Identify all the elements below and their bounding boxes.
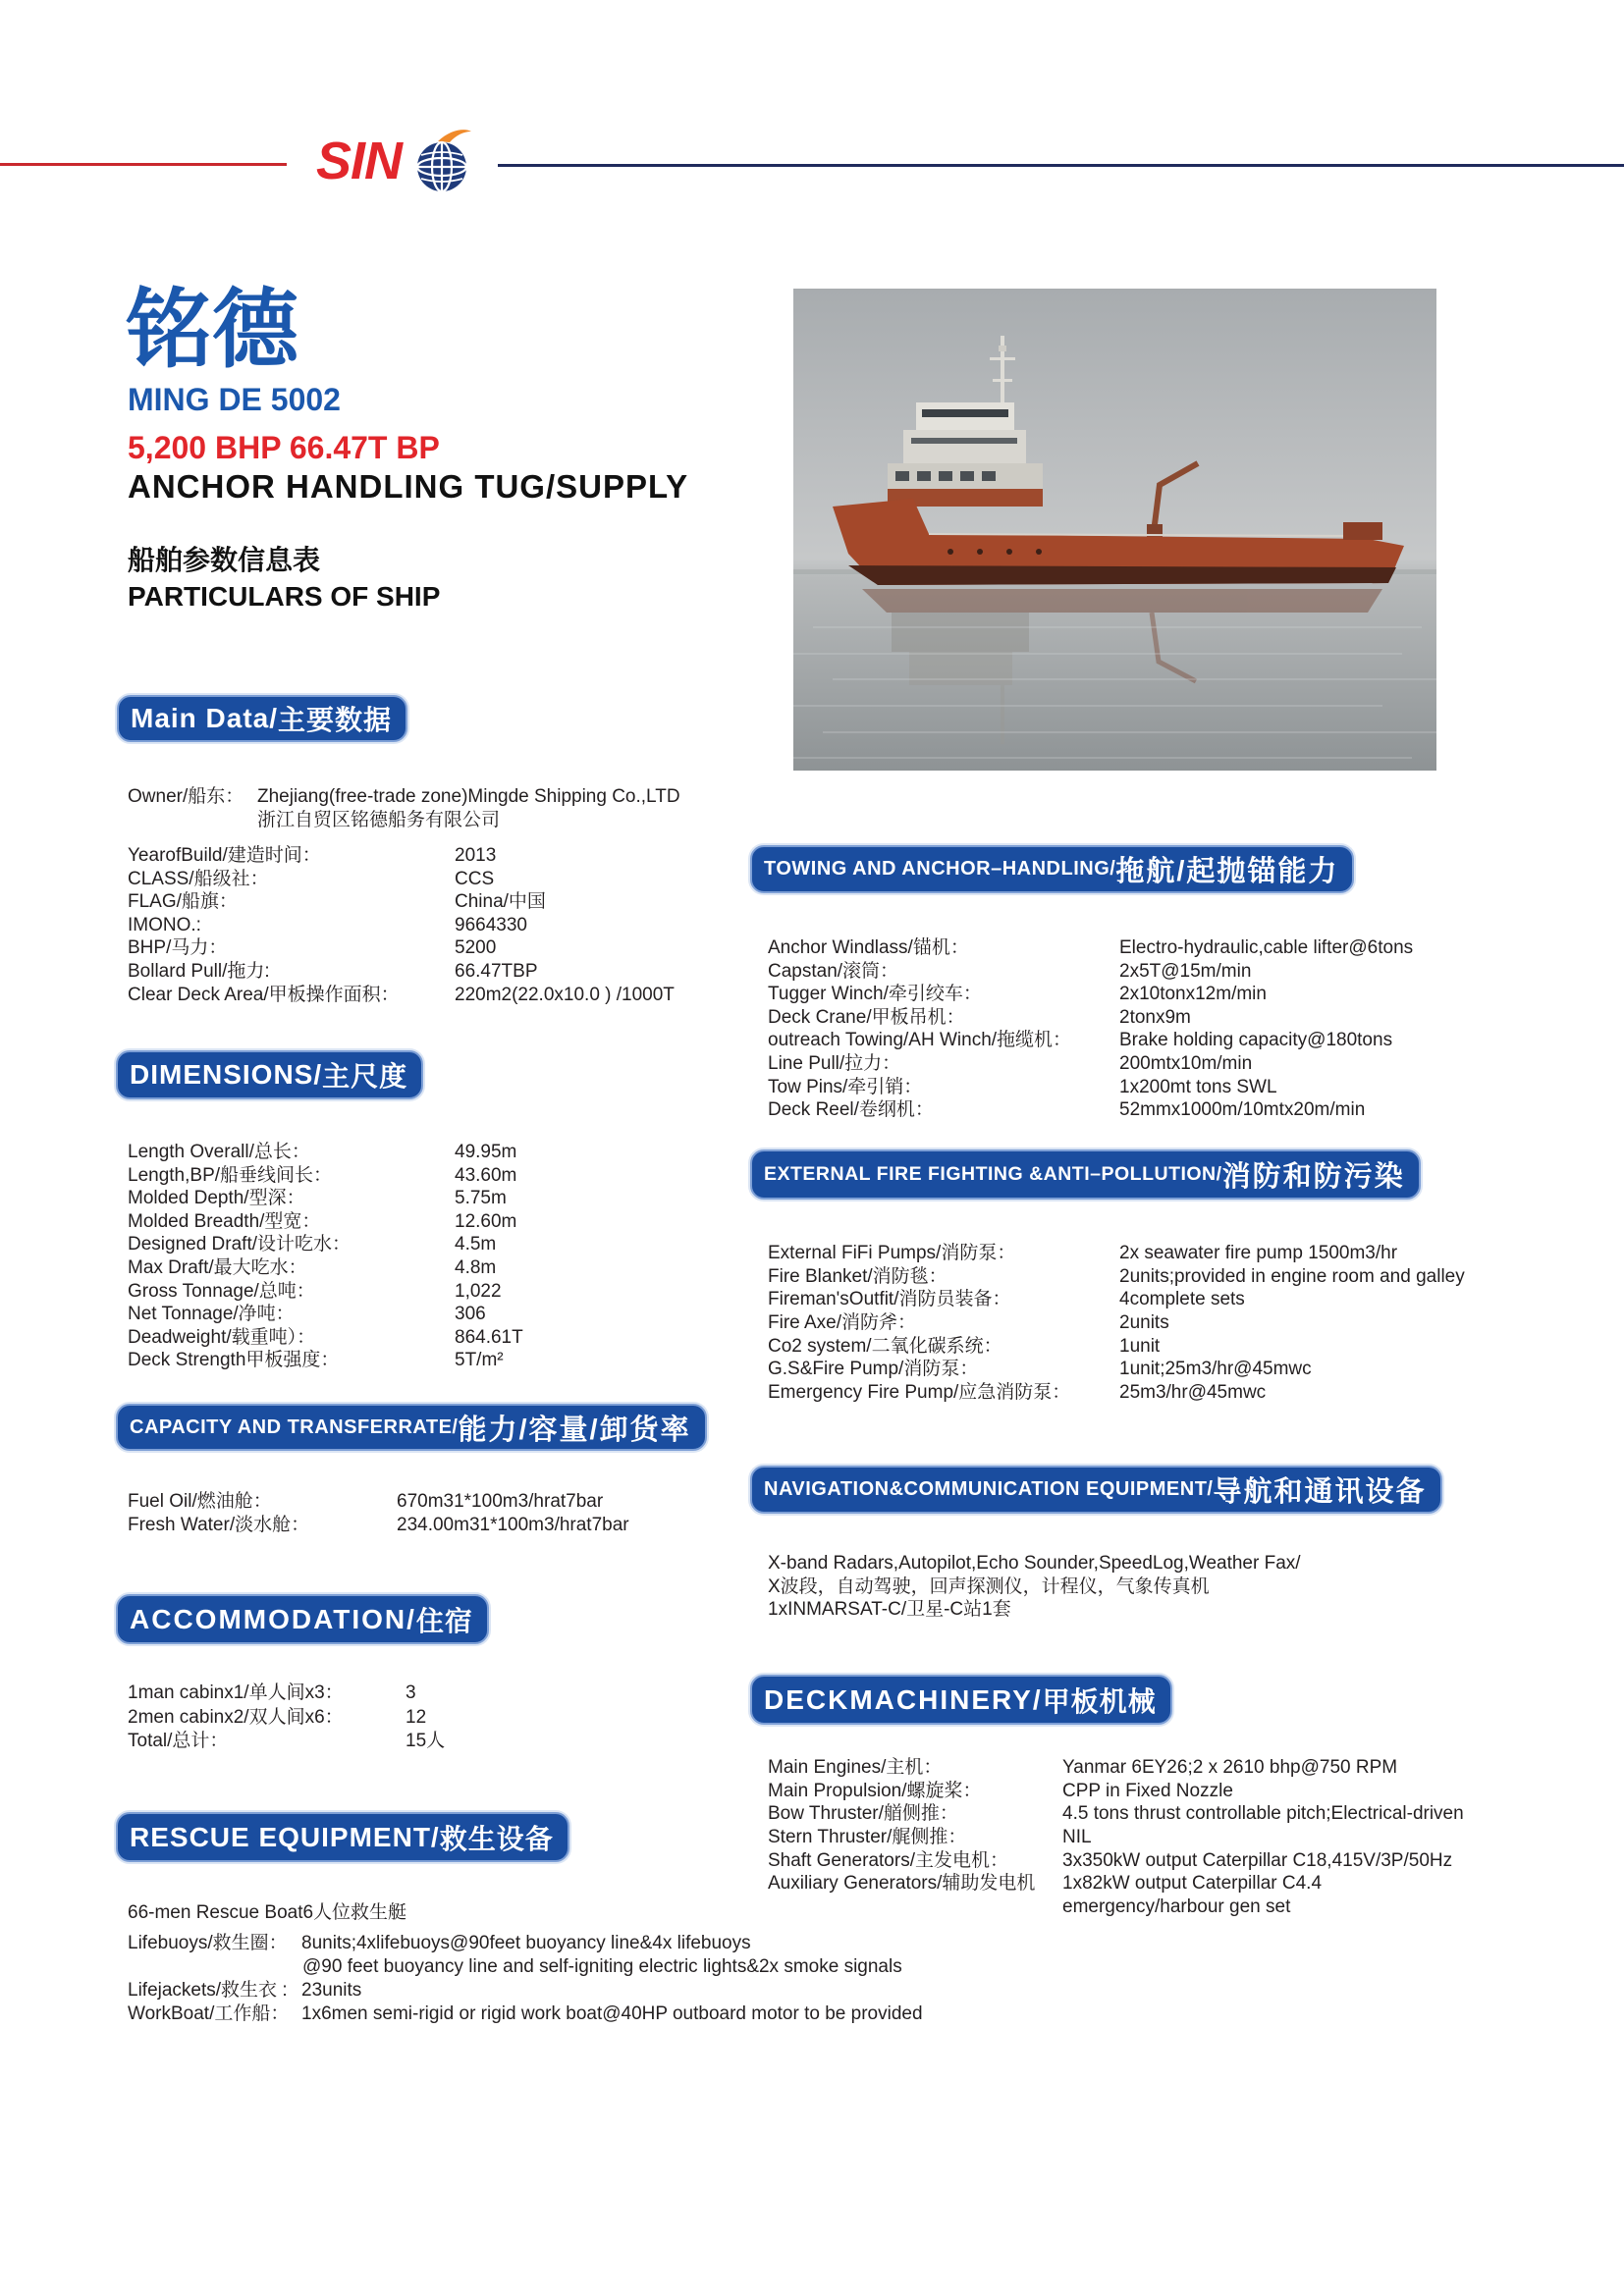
data-row <box>128 1280 523 1304</box>
header-navy-rule <box>498 164 1624 167</box>
data-row <box>768 983 1413 1006</box>
data-row <box>768 1265 1465 1289</box>
data-row <box>768 1358 1465 1381</box>
rescue-boat-text: 66-men Rescue Boat6人位救生艇 <box>128 1902 407 1923</box>
row-label: Auxiliary Generators/辅助发电机 <box>768 1873 1036 1895</box>
row-label: Fireman'sOutfit/消防员装备： <box>768 1289 1011 1310</box>
row-value: 66.47TBP <box>455 960 538 982</box>
row-value: 1unit;25m3/hr@45mwc <box>1119 1359 1312 1380</box>
owner-row-zh <box>128 809 680 832</box>
data-row <box>768 1849 1464 1873</box>
row-value: 2x seawater fire pump 1500m3/hr <box>1119 1243 1398 1263</box>
row-value: 43.60m <box>455 1164 517 1186</box>
logo-letters: SIN <box>316 132 403 190</box>
row-label: Gross Tonnage/总吨： <box>128 1280 315 1302</box>
data-row <box>768 1098 1413 1122</box>
data-row <box>128 1164 523 1188</box>
data-row <box>128 960 675 984</box>
rescue-boat-line <box>128 1901 406 1925</box>
text-line <box>768 1598 1301 1622</box>
row-value: 200mtx10m/min <box>1119 1052 1253 1074</box>
row-label: Net Tonnage/净吨： <box>128 1304 295 1325</box>
row-label: BHP/马力： <box>128 937 228 959</box>
row-value: 2tonx9m <box>1119 1006 1191 1028</box>
row-value: 1unit <box>1119 1335 1161 1357</box>
data-row <box>768 1872 1464 1896</box>
row-value: 49.95m <box>455 1142 517 1162</box>
data-row <box>128 1187 523 1210</box>
navigation-line: X波段，自动驾驶，回声探测仪，计程仪，气象传真机 <box>768 1575 1210 1597</box>
row-value: 2x10tonx12m/min <box>1119 984 1267 1005</box>
data-row <box>768 1006 1413 1030</box>
row-value: 2units <box>1119 1312 1169 1334</box>
row-label: Molded Breadth/型宽： <box>128 1210 321 1232</box>
row-value: 306 <box>455 1304 486 1325</box>
row-label: Emergency Fire Pump/应急消防泵： <box>768 1382 1071 1404</box>
badge-title-en: EXTERNAL FIRE FIGHTING &ANTI–POLLUTION/ <box>764 1163 1222 1185</box>
section-badge-fire-fighting <box>750 1149 1421 1200</box>
header-red-rule <box>0 163 287 166</box>
row-value: 4.5m <box>455 1234 497 1255</box>
row-label: FLAG/船旗： <box>128 891 238 913</box>
row-value: 12 <box>406 1706 427 1728</box>
row-value: 25m3/hr@45mwc <box>1119 1382 1267 1404</box>
section-badge-accommodation <box>116 1594 489 1644</box>
badge-title-en: DIMENSIONS/ <box>130 1059 323 1090</box>
row-value: CPP in Fixed Nozzle <box>1062 1780 1233 1801</box>
row-value: 670m31*100m3/hrat7bar <box>397 1491 604 1512</box>
vessel-type: ANCHOR HANDLING TUG/SUPPLY <box>128 468 689 505</box>
row-label: G.S&Fire Pump/消防泵： <box>768 1359 979 1380</box>
row-value: 5T/m² <box>455 1350 504 1371</box>
row-label: Fresh Water/淡水舱： <box>128 1515 310 1535</box>
row-value: 52mmx1000m/10mtx20m/min <box>1119 1099 1366 1121</box>
row-value: 1x6men semi-rigid or rigid work boat@40HP outboard motor to be provided <box>301 2003 923 2024</box>
row-value: 8units;4xlifebuoys@90feet buoyancy line&4x lifebuoys <box>301 1933 751 1953</box>
badge-title-en: Main Data/ <box>131 703 279 733</box>
data-row <box>768 936 1413 960</box>
data-row <box>768 1052 1413 1076</box>
row-label: YearofBuild/建造时间： <box>128 845 321 866</box>
row-value: 4.8m <box>455 1256 497 1278</box>
fire-fighting-table <box>768 1242 1465 1405</box>
row-value: 220m2(22.0x10.0 ) /1000T <box>455 984 675 1005</box>
row-label: Length,BP/船垂线间长： <box>128 1164 333 1186</box>
owner-value-en: Zhejiang(free-trade zone)Mingde Shipping Co.,LTD <box>257 786 680 807</box>
badge-title-en: TOWING AND ANCHOR–HANDLING/ <box>764 858 1116 880</box>
row-label: Deck Crane/甲板吊机： <box>768 1006 965 1028</box>
navigation-line: X-band Radars,Autopilot,Echo Sounder,SpeedLog,Weather Fax/ <box>768 1553 1301 1574</box>
row-label: Main Engines/主机： <box>768 1757 943 1778</box>
badge-title-zh: 主尺度 <box>322 1061 408 1092</box>
row-label: Clear Deck Area/甲板操作面积： <box>128 984 400 1005</box>
row-value: 5.75m <box>455 1188 507 1209</box>
section-badge-navigation <box>750 1466 1442 1514</box>
text-line <box>768 1575 1301 1599</box>
row-label: Fuel Oil/燃油舱： <box>128 1491 272 1512</box>
row-value: 9664330 <box>455 914 527 935</box>
row-value: Yanmar 6EY26;2 x 2610 bhp@750 RPM <box>1062 1757 1398 1778</box>
row-label: WorkBoat/工作船： <box>128 2003 290 2024</box>
owner-value-zh: 浙江自贸区铭德船务有限公司 <box>257 809 501 830</box>
row-value: 234.00m31*100m3/hrat7bar <box>397 1515 629 1535</box>
section-badge-main-data <box>117 695 407 742</box>
data-row <box>128 1326 523 1350</box>
row-value: 23units <box>301 1980 362 2001</box>
ship-photo-image <box>793 289 1436 771</box>
ship-photo <box>793 289 1436 771</box>
towing-table <box>768 936 1413 1122</box>
row-value: 1x82kW output Caterpillar C4.4 <box>1062 1873 1323 1895</box>
data-row <box>128 1303 523 1326</box>
deck-machinery-table <box>768 1756 1464 1919</box>
row-value: 864.61T <box>455 1326 523 1348</box>
text-line <box>128 1901 406 1925</box>
navigation-line: 1xINMARSAT-C/卫星-C站1套 <box>768 1599 1011 1620</box>
row-label: Lifejackets/救生衣 : <box>128 1980 288 2001</box>
particulars-title-en: PARTICULARS OF SHIP <box>128 581 441 612</box>
badge-title-en: NAVIGATION&COMMUNICATION EQUIPMENT/ <box>764 1478 1214 1500</box>
row-label: Capstan/滚筒： <box>768 960 899 982</box>
row-label: outreach Towing/AH Winch/拖缆机： <box>768 1030 1072 1051</box>
row-label: CLASS/船级社： <box>128 868 269 889</box>
data-row <box>128 1141 523 1164</box>
data-row <box>128 914 675 937</box>
row-label: Deck Reel/卷纲机： <box>768 1099 934 1121</box>
row-value: 12.60m <box>455 1210 517 1232</box>
badge-title-zh: 拖航/起抛锚能力 <box>1115 856 1339 887</box>
dimensions-table <box>128 1141 523 1372</box>
badge-title-zh: 主要数据 <box>278 705 393 735</box>
row-label: 2men cabinx2/双人间x6： <box>128 1706 344 1728</box>
badge-title-zh: 甲板机械 <box>1042 1685 1157 1717</box>
main-data-table <box>128 844 675 1006</box>
sino-logo <box>312 126 475 196</box>
row-value: 1x200mt tons SWL <box>1119 1076 1277 1097</box>
owner-block <box>128 785 680 831</box>
data-row <box>128 984 675 1007</box>
text-line <box>768 1552 1301 1575</box>
data-row <box>768 1288 1465 1311</box>
data-row <box>128 1349 523 1372</box>
data-row <box>128 936 675 960</box>
row-value: NIL <box>1062 1827 1092 1848</box>
row-value: @90 feet buoyancy line and self-igniting electric lights&2x smoke signals <box>302 1956 902 1977</box>
navigation-text <box>768 1552 1301 1622</box>
badge-title-en: RESCUE EQUIPMENT/ <box>130 1821 440 1852</box>
row-value: 3x350kW output Caterpillar C18,415V/3P/50Hz <box>1062 1849 1453 1871</box>
data-row <box>128 1256 523 1280</box>
row-label: Shaft Generators/主发电机： <box>768 1849 1008 1871</box>
data-row <box>768 1335 1465 1359</box>
row-label: Deck Strength甲板强度： <box>128 1350 340 1371</box>
section-badge-dimensions <box>116 1050 423 1099</box>
badge-title-zh: 消防和防污染 <box>1221 1161 1405 1193</box>
badge-title-zh: 住宿 <box>415 1605 473 1636</box>
badge-title-en: DECKMACHINERY/ <box>764 1683 1043 1715</box>
data-row <box>128 1932 923 1955</box>
badge-title-zh: 导航和通讯设备 <box>1213 1476 1427 1508</box>
row-label: Total/总计： <box>128 1731 229 1751</box>
section-badge-towing <box>750 845 1354 893</box>
row-label: Molded Depth/型深： <box>128 1188 305 1209</box>
row-label: IMONO.: <box>128 914 201 935</box>
row-label: Line Pull/拉力： <box>768 1052 901 1074</box>
row-label: 1man cabinx1/单人间x3： <box>128 1682 344 1703</box>
row-label: Anchor Windlass/锚机： <box>768 937 969 958</box>
row-label: External FiFi Pumps/消防泵： <box>768 1243 1016 1263</box>
data-row <box>128 1514 629 1537</box>
row-label: Fire Axe/消防斧： <box>768 1312 916 1334</box>
badge-title-zh: 能力/容量/卸货率 <box>458 1414 691 1446</box>
accommodation-table <box>128 1682 445 1754</box>
row-value: 3 <box>406 1682 416 1703</box>
row-value: emergency/harbour gen set <box>1062 1896 1291 1918</box>
data-row <box>768 1076 1413 1099</box>
row-label: Co2 system/二氧化碳系统： <box>768 1335 1002 1357</box>
row-value: Brake holding capacity@180tons <box>1119 1030 1393 1051</box>
row-value: 15人 <box>406 1731 446 1751</box>
row-label: Stern Thruster/艉侧推： <box>768 1827 967 1848</box>
data-row <box>128 1706 445 1731</box>
capacity-table <box>128 1490 629 1537</box>
row-value: China/中国 <box>455 891 546 913</box>
row-label: Designed Draft/设计吃水： <box>128 1234 352 1255</box>
row-value: 1,022 <box>455 1280 502 1302</box>
row-label: Length Overall/总长： <box>128 1142 310 1162</box>
data-row <box>768 1242 1465 1265</box>
owner-label: Owner/船东： <box>128 786 244 807</box>
badge-title-zh: 救生设备 <box>439 1823 554 1854</box>
data-row <box>128 890 675 914</box>
badge-title-en: CAPACITY AND TRANSFERRATE/ <box>130 1415 459 1438</box>
row-value: 2013 <box>455 845 497 866</box>
row-label: Deadweight/载重吨）： <box>128 1326 316 1348</box>
row-label: Tugger Winch/牵引绞车： <box>768 984 982 1005</box>
data-row <box>768 1381 1465 1405</box>
data-row <box>768 1756 1464 1780</box>
section-badge-deck-machinery <box>750 1675 1172 1725</box>
data-row-continuation <box>128 1955 923 1979</box>
data-row <box>768 1802 1464 1826</box>
row-value: Electro-hydraulic,cable lifter@6tons <box>1119 937 1414 958</box>
row-label: Fire Blanket/消防毯： <box>768 1265 947 1287</box>
data-row <box>128 1210 523 1234</box>
row-value: 2units;provided in engine room and galley <box>1119 1265 1465 1287</box>
vessel-name-zh: 铭德 <box>126 281 299 378</box>
row-value: 5200 <box>455 937 497 959</box>
data-row <box>768 960 1413 984</box>
row-label: Main Propulsion/螺旋桨： <box>768 1780 982 1801</box>
globe-icon <box>412 126 473 194</box>
vessel-power: 5,200 BHP 66.47T BP <box>128 430 440 465</box>
row-value: CCS <box>455 868 495 889</box>
row-value: 4complete sets <box>1119 1289 1245 1310</box>
owner-row <box>128 785 680 809</box>
data-row <box>768 1311 1465 1335</box>
data-row <box>768 1826 1464 1849</box>
particulars-title-zh: 船舶参数信息表 <box>128 545 321 575</box>
data-row <box>128 1682 445 1706</box>
row-label: Tow Pins/牵引销： <box>768 1076 923 1097</box>
data-row <box>768 1780 1464 1803</box>
data-row <box>128 844 675 868</box>
row-value: 4.5 tons thrust controllable pitch;Electrical-driven <box>1062 1803 1464 1825</box>
data-row <box>128 868 675 891</box>
vessel-name-en: MING DE 5002 <box>128 382 341 417</box>
badge-title-en: ACCOMMODATION/ <box>130 1603 416 1634</box>
row-label: Bollard Pull/拖力: <box>128 960 270 982</box>
data-row <box>128 1730 445 1754</box>
data-row <box>128 1979 923 2002</box>
row-label: Max Draft/最大吃水： <box>128 1256 307 1278</box>
data-row <box>128 1233 523 1256</box>
data-row <box>768 1029 1413 1052</box>
row-label: Bow Thruster/艏侧推： <box>768 1803 958 1825</box>
data-row-continuation <box>768 1896 1464 1919</box>
data-row <box>128 2002 923 2026</box>
section-badge-capacity <box>116 1404 707 1451</box>
data-row <box>128 1490 629 1514</box>
row-label: Lifebuoys/救生圈： <box>128 1933 288 1953</box>
row-value: 2x5T@15m/min <box>1119 960 1252 982</box>
section-badge-rescue <box>116 1812 569 1862</box>
rescue-table <box>128 1932 923 2026</box>
